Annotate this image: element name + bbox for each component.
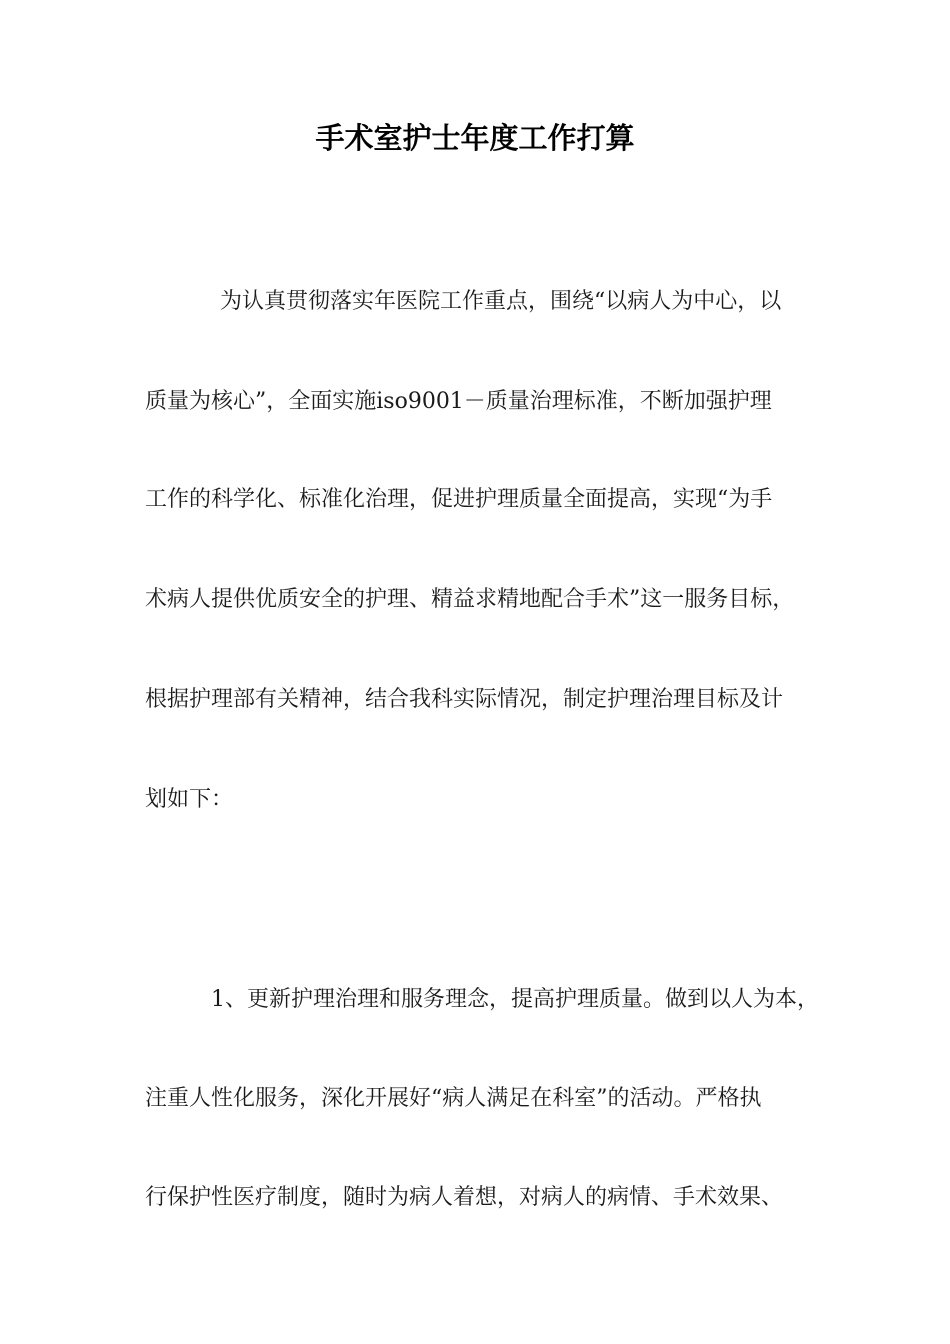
paragraph-1-line-3: 工作的科学化、标准化治理，促进护理质量全面提高，实现“为手 <box>145 487 773 512</box>
paragraph-2-line-1: 1、更新护理治理和服务理念，提高护理质量。做到以人为本， <box>211 987 819 1012</box>
paragraph-1-line-1: 为认真贯彻落实年医院工作重点，围绕“以病人为中心，以 <box>220 289 782 314</box>
paragraph-2-line-2: 注重人性化服务，深化开展好“病人满足在科室”的活动。严格执 <box>145 1086 762 1111</box>
paragraph-1-line-6: 划如下： <box>145 787 234 812</box>
paragraph-2-line-3: 行保护性医疗制度，随时为病人着想，对病人的病情、手术效果、 <box>145 1185 784 1210</box>
paragraph-1-line-2: 质量为核心”，全面实施iso9001－质量治理标准，不断加强护理 <box>145 389 772 414</box>
document-title: 手术室护士年度工作打算 <box>315 121 635 155</box>
paragraph-1-line-4: 术病人提供优质安全的护理、精益求精地配合手术”这一服务目标， <box>145 587 795 612</box>
paragraph-1-line-5: 根据护理部有关精神，结合我科实际情况，制定护理治理目标及计 <box>145 687 784 712</box>
